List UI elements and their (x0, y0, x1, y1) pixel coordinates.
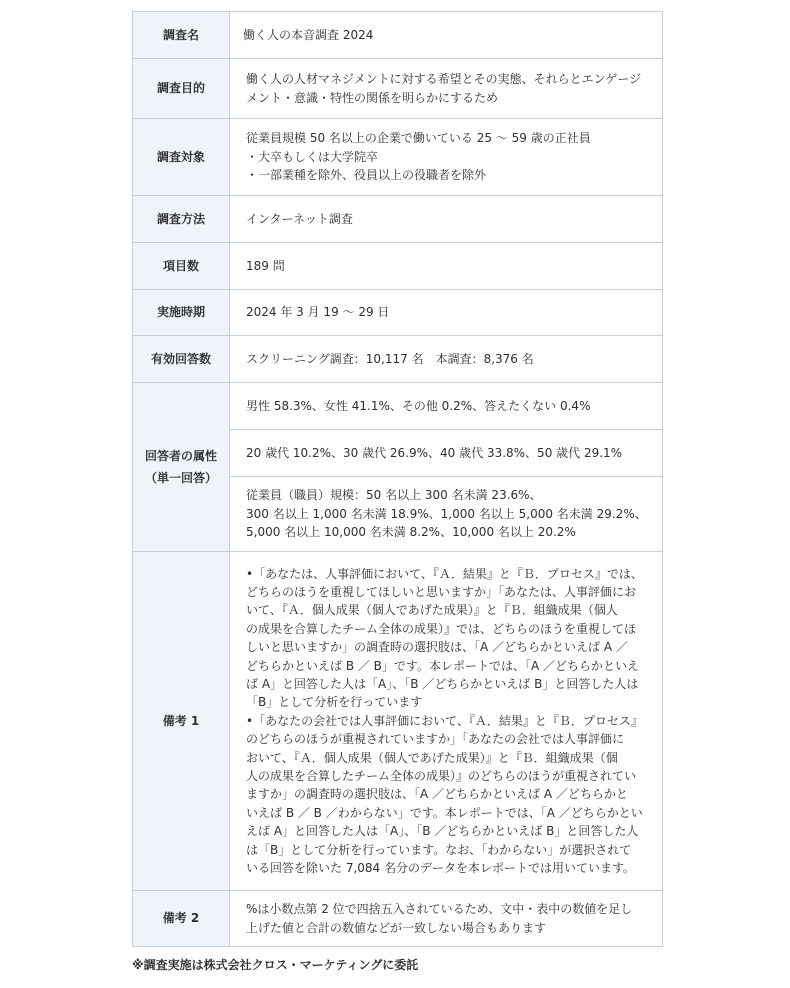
remarks-1-line: おいて、『Ａ．個人成果（個人であげた成果）』と『Ｂ．組織成果（個 (246, 750, 618, 765)
gender-breakdown: 男性 58.3%、女性 41.1%、その他 0.2%、答えたくない 0.4% (246, 398, 591, 413)
company-size-line: 300 名以上 1,000 名未満 18.9%、1,000 名以上 5,000 名未満 29.2%、 (246, 506, 647, 521)
value-target (230, 119, 663, 196)
label-target: 調査対象 (133, 119, 230, 196)
row-method (133, 196, 663, 243)
value-age (230, 430, 663, 477)
remarks-1-line: どちらのほうを重視してほしいと思いますか」「あなたは、人事評価にお (246, 584, 637, 599)
remarks-1-line: •「あなたの会社では人事評価において、『Ａ．結果』と『Ｂ．プロセス』 (246, 713, 643, 728)
value-item-count: 189 問 (230, 243, 663, 290)
value-survey-name: 働く人の本音調査 2024 (230, 12, 663, 59)
value-responses (230, 336, 663, 383)
company-size-line: 従業員（職員）規模：50 名以上 300 名未満 23.6%、 (246, 488, 542, 503)
label-attributes (133, 383, 230, 552)
remarks-1-line: 人の成果を合算したチーム全体の成果）』のどちらのほうが重視されてい (246, 769, 637, 784)
row-responses (133, 336, 663, 383)
label-item-count: 項目数 (133, 243, 230, 290)
label-purpose: 調査目的 (133, 59, 230, 119)
remarks-1-line: しいと思いますか」の調査時の選択肢は、「A ／どちらかといえば A ／ (246, 640, 628, 655)
value-company-size (230, 477, 663, 552)
footnote: ※調査実施は株式会社クロス・マーケティングに委託 (132, 958, 419, 972)
remarks-1-line: のどちらのほうが重視されていますか」「あなたの会社では人事評価に (246, 732, 625, 747)
remarks-1-line: ば A」と回答した人は「A」、「B ／どちらかといえば B」と回答した人は (246, 676, 639, 691)
remarks-1-line: •「あなたは、人事評価において、『Ａ．結果』と『Ｂ．プロセス』では、 (246, 566, 643, 581)
value-remarks-1 (230, 552, 663, 891)
label-period: 実施時期 (133, 290, 230, 336)
remarks-1-line: は「B」として分析を行っています。なお、「わからない」が選択されて (246, 842, 632, 857)
attributes-label-line: 回答者の属性 (144, 449, 217, 463)
target-line: 従業員規模 50 名以上の企業で働いている 25 〜 59 歳の正社員 (246, 131, 591, 146)
company-size-line: 5,000 名以上 10,000 名未満 8.2%、10,000 名以上 20.2% (246, 525, 576, 540)
label-method: 調査方法 (133, 196, 230, 243)
row-period (133, 290, 663, 336)
row-item-count (133, 243, 663, 290)
row-survey-name (133, 12, 663, 59)
remarks-1-line: ますか」の調査時の選択肢は、「A ／どちらかといえば A ／どちらかと (246, 787, 628, 802)
value-period: 2024 年 3 月 19 〜 29 日 (230, 290, 663, 336)
label-remarks-2: 備考 2 (133, 891, 230, 947)
remarks-1-line: 「B」として分析を行っています (246, 695, 423, 710)
value-gender (230, 383, 663, 430)
remarks-1-line: えば A」と回答した人は「A」、「B ／どちらかといえば B」と回答した人 (246, 824, 639, 839)
label-remarks-1: 備考 1 (133, 552, 230, 891)
target-line: ・一部業種を除外、役員以上の役職者を除外 (246, 168, 487, 183)
purpose-text: 働く人の人材マネジメントに対する希望とその実態、それらとエンゲージメント・意識・特性の関係を明らかにするため (246, 72, 642, 105)
remarks-2-line: %は小数点第 2 位で四捨五入されているため、文中・表中の数値を足し (246, 902, 633, 917)
row-target (133, 119, 663, 196)
row-remarks-1 (133, 552, 663, 891)
value-remarks-2 (230, 891, 663, 947)
row-attributes-gender (133, 383, 663, 430)
remarks-1-line: いて、『Ａ．個人成果（個人であげた成果）』と『Ｂ．組織成果（個人 (246, 603, 618, 618)
row-purpose (133, 59, 663, 119)
label-survey-name: 調査名 (133, 12, 230, 59)
attributes-label-line: （単一回答） (144, 471, 217, 485)
remarks-1-line: どちらかといえば B ／ B」です。本レポートでは、「A ／どちらかといえ (246, 658, 639, 673)
remarks-1-line: いる回答を除いた 7,084 名分のデータを本レポートでは用いています。 (246, 861, 636, 876)
age-breakdown: 20 歳代 10.2%、30 歳代 26.9%、40 歳代 33.8%、50 歳代 29.1% (246, 445, 623, 460)
value-method: インターネット調査 (230, 196, 663, 243)
remarks-2-line: 上げた値と合計の数値などが一致しない場合もあります (246, 920, 547, 935)
target-line: ・大卒もしくは大学院卒 (246, 149, 379, 164)
remarks-1-line: いえば B ／ B ／わからない」です。本レポートでは、「A ／どちらかとい (246, 805, 643, 820)
value-purpose (230, 59, 663, 119)
label-responses: 有効回答数 (133, 336, 230, 383)
responses-text: スクリーニング調査：10,117 名 本調査：8,376 名 (246, 351, 534, 366)
survey-overview-table (132, 11, 663, 947)
remarks-1-line: の成果を合算したチーム全体の成果）』では、どちらのほうを重視してほ (246, 621, 637, 636)
row-remarks-2 (133, 891, 663, 947)
